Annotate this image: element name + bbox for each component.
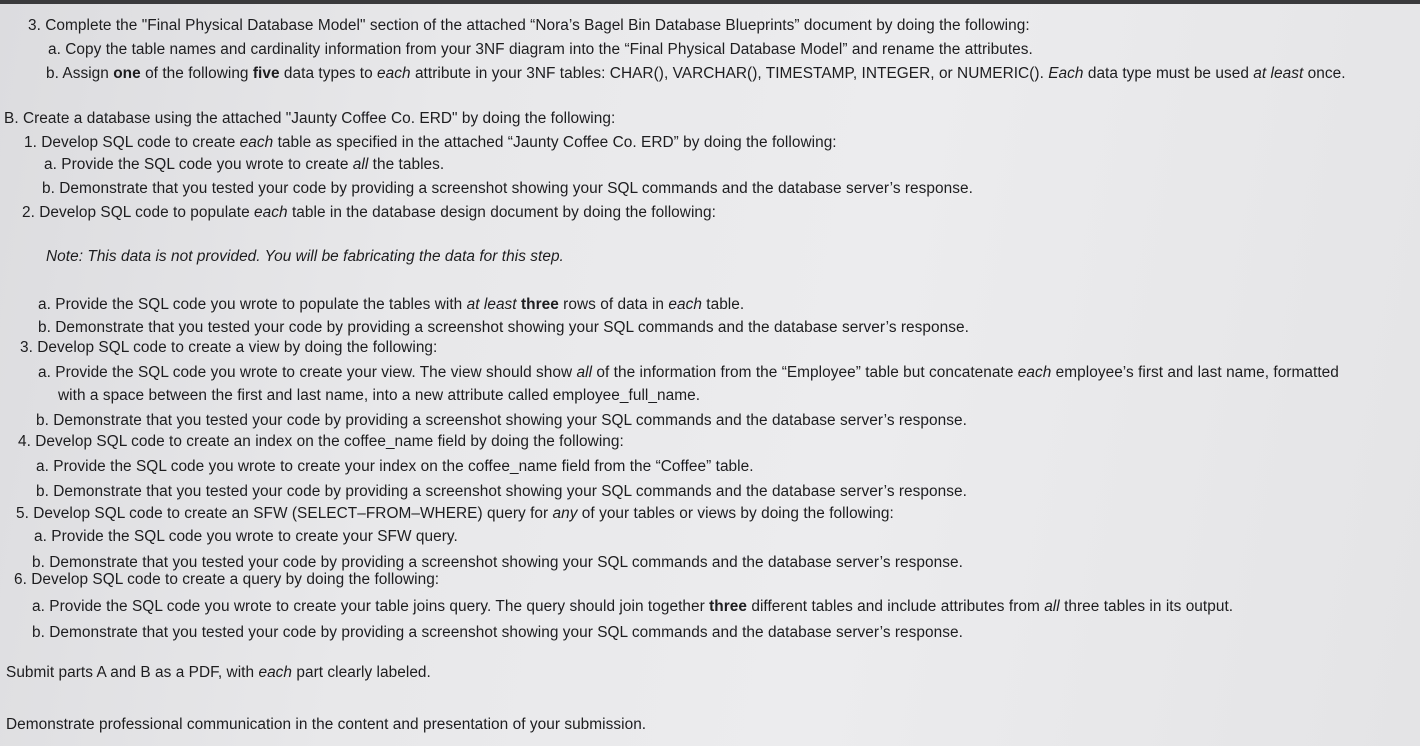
b5-main: 5. Develop SQL code to create an SFW (SELECT–FROM–WHERE) query for any of your tables or views by doing the following: <box>16 505 894 522</box>
submit-instructions: Submit parts A and B as a PDF, with each part clearly labeled. <box>6 664 431 681</box>
b3-sub-a: a. Provide the SQL code you wrote to create your view. The view should show all of the information from the “Employee” table but concatenate each employee’s first and last name, formatted <box>38 364 1339 381</box>
b1-main: 1. Develop SQL code to create each table as specified in the attached “Jaunty Coffee Co. ERD” by doing the following: <box>24 134 837 151</box>
professional-communication: Demonstrate professional communication in the content and presentation of your submission. <box>6 716 647 733</box>
b2-main: 2. Develop SQL code to populate each table in the database design document by doing the following: <box>22 204 716 221</box>
b1-sub-b: b. Demonstrate that you tested your code by providing a screenshot showing your SQL commands and the database server’s response. <box>42 180 973 197</box>
a3-main: 3. Complete the "Final Physical Database Model" section of the attached “Nora’s Bagel Bin Database Blueprints” document by doing the following: <box>28 17 1030 34</box>
b2-note: Note: This data is not provided. You will be fabricating the data for this step. <box>46 248 564 265</box>
b4-main: 4. Develop SQL code to create an index on the coffee_name field by doing the following: <box>18 433 624 450</box>
b6-sub-b: b. Demonstrate that you tested your code by providing a screenshot showing your SQL commands and the database server’s response. <box>32 624 963 641</box>
b4-sub-a: a. Provide the SQL code you wrote to create your index on the coffee_name field from the “Coffee” table. <box>36 458 754 475</box>
b5-sub-a: a. Provide the SQL code you wrote to create your SFW query. <box>34 528 458 545</box>
top-edge-bar <box>0 0 1420 4</box>
b1-sub-a: a. Provide the SQL code you wrote to create all the tables. <box>44 156 445 173</box>
b3-sub-b: b. Demonstrate that you tested your code by providing a screenshot showing your SQL commands and the database server’s response. <box>36 412 967 429</box>
b6-main: 6. Develop SQL code to create a query by doing the following: <box>14 571 440 588</box>
b5-sub-b: b. Demonstrate that you tested your code by providing a screenshot showing your SQL commands and the database server’s response. <box>32 554 963 571</box>
b6-sub-a: a. Provide the SQL code you wrote to create your table joins query. The query should join together three different tables and include attributes from all three tables in its output. <box>32 598 1234 615</box>
a3-sub-b: b. Assign one of the following five data types to each attribute in your 3NF tables: CHAR(), VARCHAR(), TIMESTAMP, INTEGER, or NUMERIC(). Each data type must be used at least once. <box>46 65 1346 82</box>
b2-sub-a: a. Provide the SQL code you wrote to populate the tables with at least three rows of data in each table. <box>38 296 745 313</box>
b3-main: 3. Develop SQL code to create a view by doing the following: <box>20 339 438 356</box>
a3-sub-a: a. Copy the table names and cardinality information from your 3NF diagram into the “Final Physical Database Model” and rename the attributes. <box>48 41 1033 58</box>
b4-sub-b: b. Demonstrate that you tested your code by providing a screenshot showing your SQL commands and the database server’s response. <box>36 483 967 500</box>
b3-sub-a-cont: with a space between the first and last name, into a new attribute called employee_full_name. <box>58 387 701 404</box>
b2-sub-b: b. Demonstrate that you tested your code by providing a screenshot showing your SQL commands and the database server’s response. <box>38 319 969 336</box>
b-heading: B. Create a database using the attached "Jaunty Coffee Co. ERD" by doing the following: <box>4 110 616 127</box>
